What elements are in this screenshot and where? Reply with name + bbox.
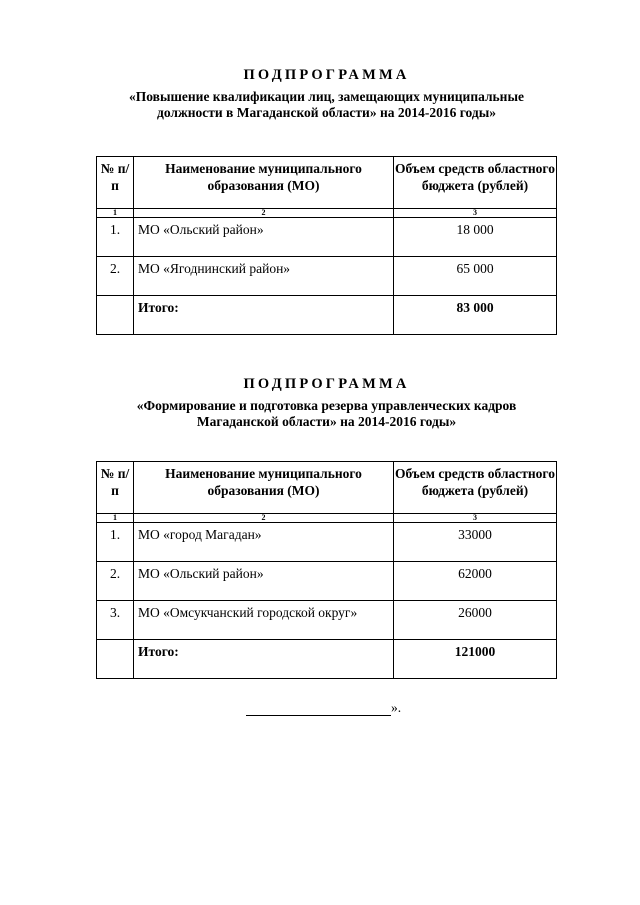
total-label: Итого: [134, 296, 394, 335]
total-value: 83 000 [394, 296, 557, 335]
subprogram-2-table [96, 461, 557, 679]
table-header-row [97, 462, 557, 514]
table-row: 1. МО «город Магадан» 33000 [97, 523, 557, 562]
closing-signature-line [246, 700, 401, 716]
table-row: 1. МО «Ольский район» 18 000 [97, 218, 557, 257]
subprogram-1-header [96, 67, 557, 121]
subprogram-heading: ПОДПРОГРАММА [243, 67, 410, 83]
column-number-row: 1 2 3 [97, 209, 557, 218]
header-number: № п/п [97, 157, 134, 209]
total-label: Итого: [134, 640, 394, 679]
header-number: № п/п [97, 462, 134, 514]
table-row: 2. МО «Ольский район» 62000 [97, 562, 557, 601]
subprogram-heading: ПОДПРОГРАММА [243, 376, 410, 392]
header-mo-name: Наименование муниципального образования (МО) [134, 157, 394, 209]
header-budget: Объем средств областного бюджета (рублей) [394, 157, 557, 209]
closing-mark: ». [391, 700, 402, 715]
header-budget: Объем средств областного бюджета (рублей) [394, 462, 557, 514]
table-header-row [97, 157, 557, 209]
table-row: 3. МО «Омсукчанский городской округ» 26000 [97, 601, 557, 640]
table-total-row [97, 296, 557, 335]
subprogram-1-table [96, 156, 557, 335]
header-mo-name: Наименование муниципального образования (МО) [134, 462, 394, 514]
table-total-row [97, 640, 557, 679]
table-row: 2. МО «Ягоднинский район» 65 000 [97, 257, 557, 296]
subprogram-title: «Формирование и подготовка резерва управленческих кадров Магаданской области» на 2014-2016 годы» [136, 398, 517, 429]
total-value: 121000 [394, 640, 557, 679]
subprogram-title: «Повышение квалификации лиц, замещающих муниципальные должности в Магаданской области» на 2014-2016 годы» [129, 89, 524, 120]
blank-line [246, 704, 391, 716]
column-number-row: 1 2 3 [97, 514, 557, 523]
subprogram-2-header [96, 376, 557, 430]
